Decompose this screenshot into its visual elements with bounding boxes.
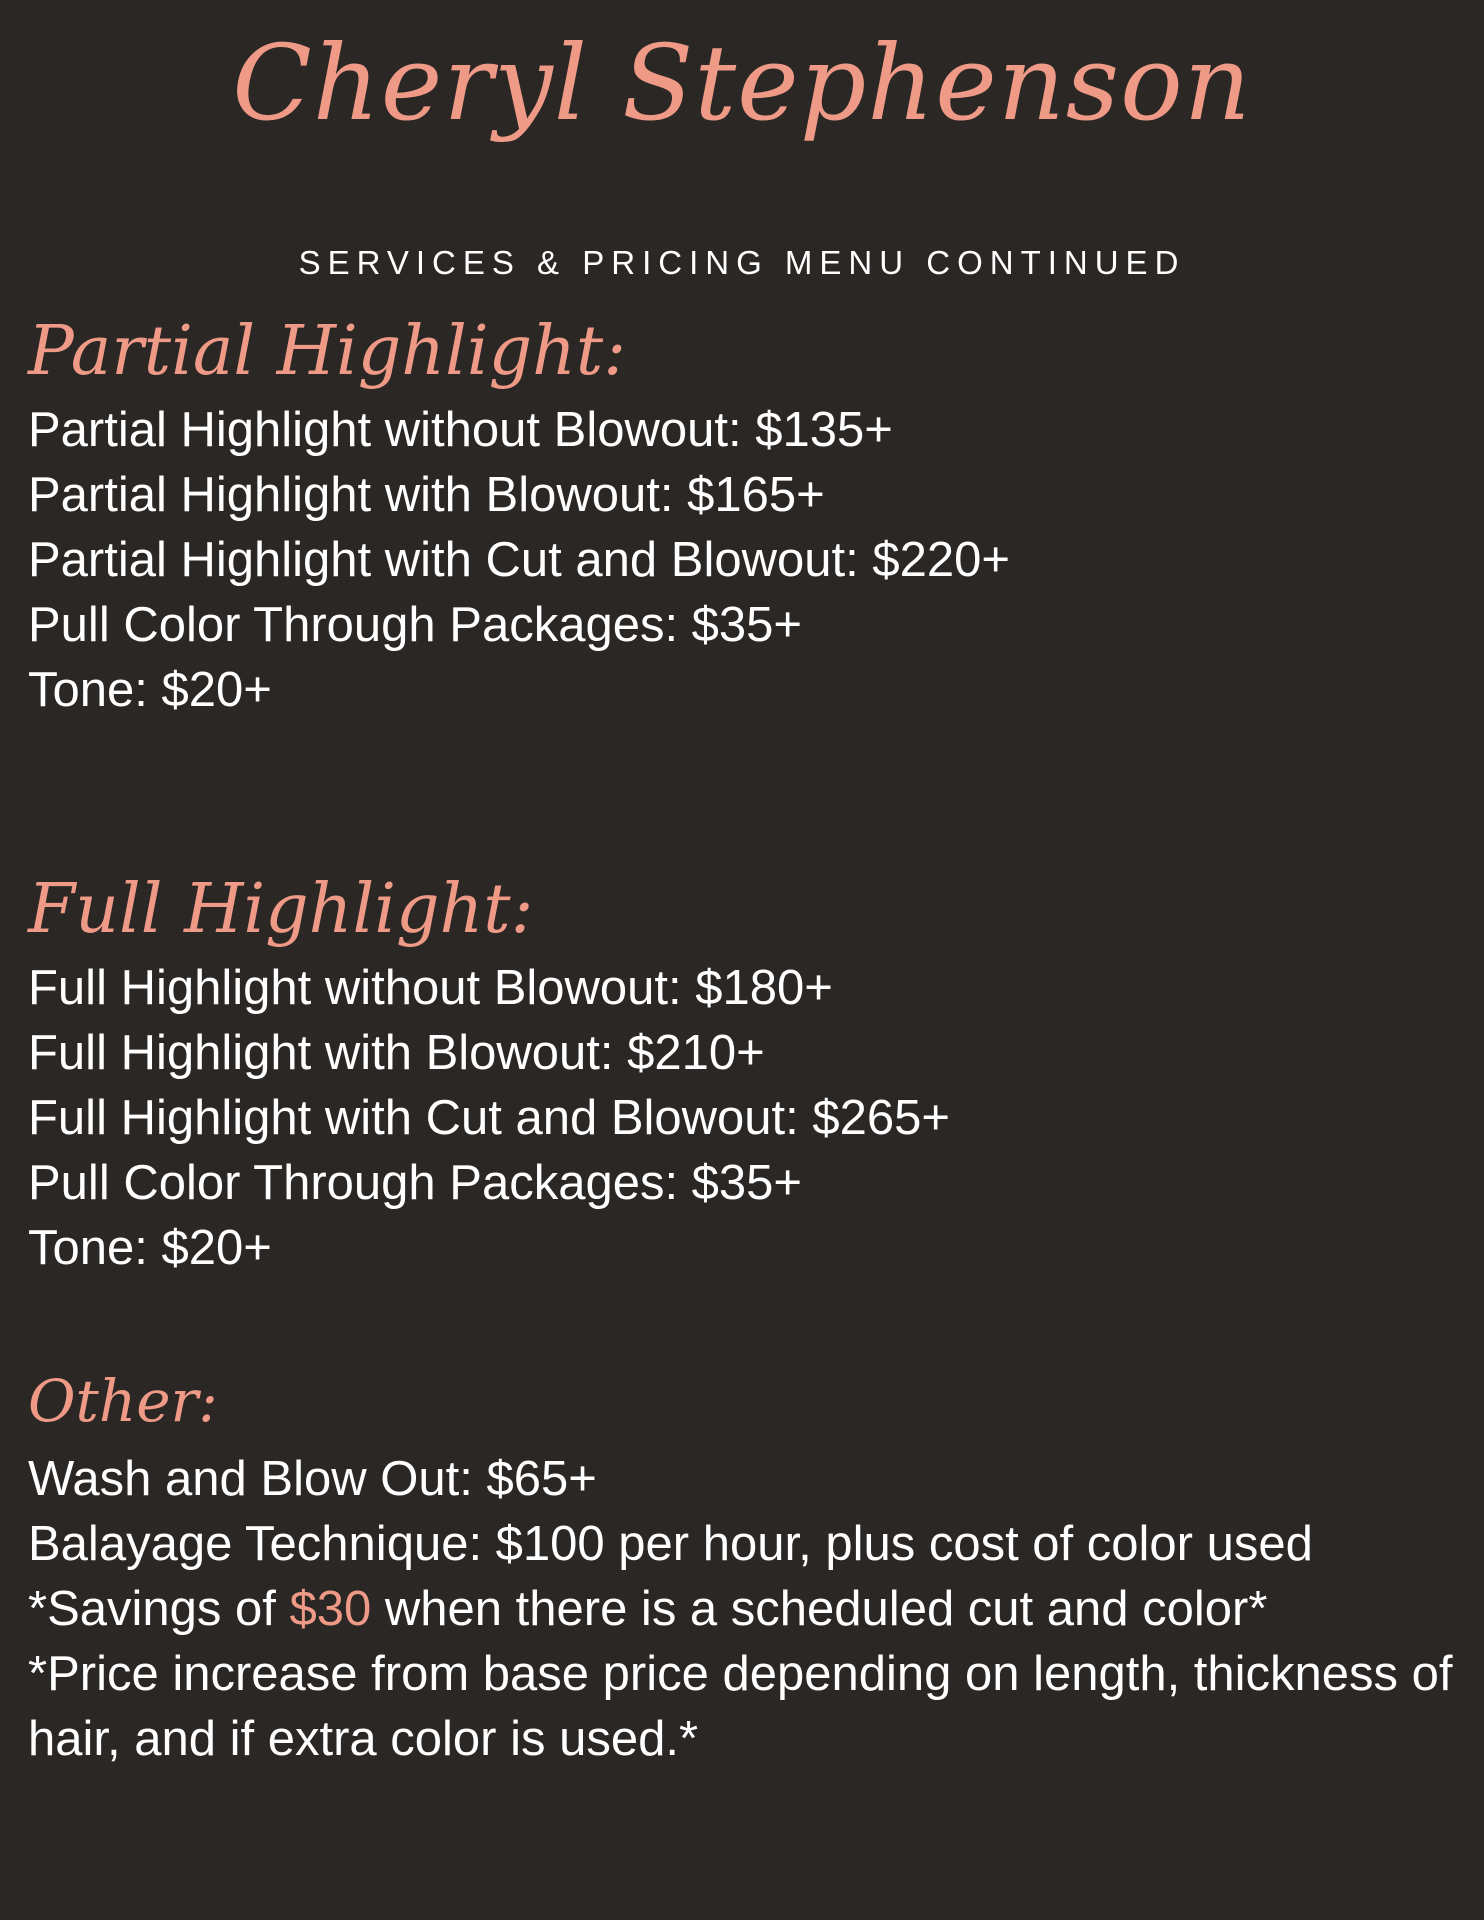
price-item: Full Highlight with Cut and Blowout: $265+ bbox=[28, 1091, 951, 1145]
savings-note-suffix: when there is a scheduled cut and color* bbox=[371, 1582, 1268, 1636]
page-subtitle: SERVICES & PRICING MENU CONTINUED bbox=[298, 244, 1186, 281]
price-item: Balayage Technique: $100 per hour, plus cost of color used bbox=[28, 1517, 1313, 1571]
price-item: Full Highlight with Blowout: $210+ bbox=[28, 1026, 765, 1080]
price-item: Partial Highlight with Cut and Blowout: $220+ bbox=[28, 533, 1010, 587]
page-title: Cheryl Stephenson bbox=[232, 22, 1252, 144]
price-item: Partial Highlight without Blowout: $135+ bbox=[28, 403, 893, 457]
savings-note-prefix: *Savings of bbox=[28, 1582, 290, 1636]
price-item: Tone: $20+ bbox=[28, 1221, 272, 1275]
other-section bbox=[28, 1355, 1468, 1772]
price-item: Pull Color Through Packages: $35+ bbox=[28, 1156, 803, 1210]
price-item: Partial Highlight with Blowout: $165+ bbox=[28, 468, 825, 522]
partial-highlight-section bbox=[28, 306, 1468, 723]
price-note: *Price increase from base price depending on length, thickness of hair, and if extra color is used.* bbox=[28, 1647, 1453, 1766]
price-item: Pull Color Through Packages: $35+ bbox=[28, 598, 803, 652]
price-item: Full Highlight without Blowout: $180+ bbox=[28, 961, 833, 1015]
full-highlight-section bbox=[28, 864, 1468, 1281]
savings-amount: $30 bbox=[289, 1582, 372, 1636]
price-item: Tone: $20+ bbox=[28, 663, 272, 717]
section-heading-partial-highlight: Partial Highlight: bbox=[28, 312, 627, 391]
savings-note bbox=[28, 1577, 1468, 1642]
price-item: Wash and Blow Out: $65+ bbox=[28, 1452, 597, 1506]
section-heading-full-highlight: Full Highlight: bbox=[28, 870, 534, 949]
section-heading-other: Other: bbox=[28, 1367, 218, 1435]
